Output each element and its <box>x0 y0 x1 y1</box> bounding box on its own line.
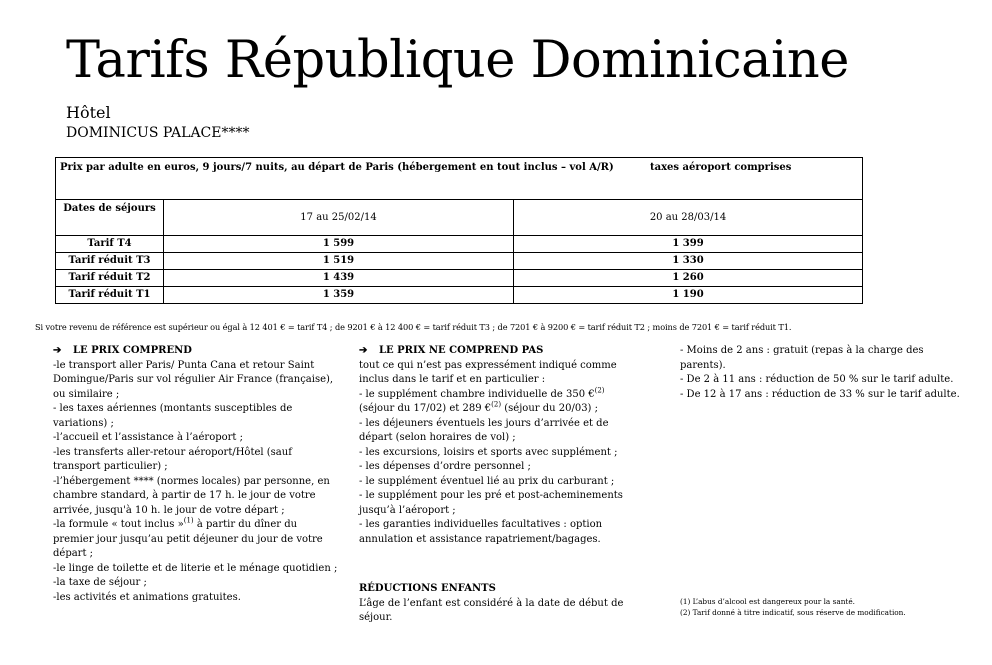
date-2: 20 au 28/03/14 <box>514 200 863 236</box>
list-item <box>53 518 338 533</box>
list-item: ou similaire ; <box>53 388 120 400</box>
list-item: tout ce qui n’est pas expressément indiqué comme <box>359 359 617 371</box>
list-item: -le transport aller Paris/ Punta Cana et retour Saint <box>53 359 315 371</box>
price-table <box>55 157 863 304</box>
footnote: (2) Tarif donné à titre indicatif, sous réserve de modification. <box>680 608 906 617</box>
list-item: premier jour jusqu’au petit déjeuner du jour de votre <box>53 533 323 545</box>
list-item: jusqu’à l’aéroport ; <box>359 504 456 516</box>
list-item: transport particulier) ; <box>53 461 168 472</box>
prix-ne-comprend-section <box>359 344 629 547</box>
footnote-ref: (2) <box>594 386 605 395</box>
list-item: L’âge de l’enfant est considéré à la date de début de <box>359 597 624 609</box>
list-item: départ ; <box>53 548 94 559</box>
list-item: - les excursions, loisirs et sports avec supplément ; <box>359 446 618 458</box>
formule-rest: à partir du dîner du <box>193 519 298 530</box>
price-cell: 1 330 <box>514 253 863 270</box>
table-header <box>56 158 863 200</box>
heading-text: LE PRIX COMPREND <box>73 345 192 356</box>
hotel-info <box>66 103 249 143</box>
table-header-left: Prix par adulte en euros, 9 jours/7 nuits, au départ de Paris (hébergement en tout inclus – vol A/R) <box>60 162 614 173</box>
list-item: départ (selon horaires de vol) ; <box>359 432 516 443</box>
footnote: (1) L’abus d’alcool est dangereux pour la santé. <box>680 597 855 606</box>
list-item: séjour. <box>359 612 393 623</box>
footnotes <box>680 596 906 618</box>
date-1: 17 au 25/02/14 <box>164 200 514 236</box>
row-label: Tarif T4 <box>56 236 164 253</box>
prix-ne-comprend-heading <box>359 344 629 359</box>
dates-label: Dates de séjours <box>56 200 164 236</box>
table-row <box>56 253 863 270</box>
list-item <box>359 402 629 417</box>
price-cell: 1 260 <box>514 270 863 287</box>
table-row <box>56 287 863 304</box>
price-cell: 1 599 <box>164 236 514 253</box>
prix-comprend-section <box>53 344 338 605</box>
price-cell: 1 439 <box>164 270 514 287</box>
footnote-ref: (2) <box>491 400 502 409</box>
list-item: -la taxe de séjour ; <box>53 577 147 588</box>
list-item: annulation et assistance rapatriement/bagages. <box>359 533 601 545</box>
list-item: -l’accueil et l’assistance à l’aéroport ; <box>53 432 243 443</box>
list-item: - les garanties individuelles facultatives : option <box>359 519 603 530</box>
list-item: Domingue/Paris sur vol régulier Air France (française), <box>53 374 334 385</box>
table-row <box>56 236 863 253</box>
row-label: Tarif réduit T1 <box>56 287 164 304</box>
list-item: - De 2 à 11 ans : réduction de 50 % sur le tarif adulte. <box>680 374 954 385</box>
list-item: arrivée, jusqu'à 10 h. le jour de votre départ ; <box>53 504 285 516</box>
price-cell: 1 519 <box>164 253 514 270</box>
reductions-heading: RÉDUCTIONS ENFANTS <box>359 583 496 594</box>
list-item: - les déjeuners éventuels les jours d’arrivée et de <box>359 417 609 429</box>
sejour-text: (séjour du 17/02) et 289 € <box>359 403 492 414</box>
list-item: inclus dans le tarif et en particulier : <box>359 374 546 385</box>
list-item: - le supplément éventuel lié au prix du carburant ; <box>359 475 615 487</box>
list-item: - le supplément pour les pré et post-acheminements <box>359 490 623 501</box>
table-header-row <box>56 158 863 200</box>
heading-text: LE PRIX NE COMPREND PAS <box>379 345 544 356</box>
sejour-text-2: (séjour du 20/03) ; <box>501 403 599 414</box>
enfants-section <box>680 344 965 402</box>
list-item: chambre standard, à partir de 17 h. le jour de votre <box>53 490 316 501</box>
row-label: Tarif réduit T3 <box>56 253 164 270</box>
list-item: -les transferts aller-retour aéroport/Hôtel (sauf <box>53 446 292 458</box>
dates-row <box>56 200 863 236</box>
revenu-note: Si votre revenu de référence est supérieur ou égal à 12 401 € = tarif T4 ; de 9201 € à 12 400 € = tarif réduit T3 ; de 7201 € à 9200 € = tarif réduit T2 ; moins de 7201 € = tarif réduit T1. <box>35 322 792 332</box>
formule-text: -la formule « tout inclus » <box>53 519 184 530</box>
table-header-right: taxes aéroport comprises <box>650 162 792 173</box>
row-label: Tarif réduit T2 <box>56 270 164 287</box>
list-item: - les dépenses d’ordre personnel ; <box>359 461 531 472</box>
list-item: -les activités et animations gratuites. <box>53 591 241 603</box>
list-item: - les taxes aériennes (montants susceptibles de <box>53 403 293 414</box>
supplement-text: - le supplément chambre individuelle de 350 € <box>359 388 595 400</box>
list-item: variations) ; <box>53 417 114 429</box>
list-item: - De 12 à 17 ans : réduction de 33 % sur le tarif adulte. <box>680 388 960 400</box>
arrow-right-icon: ➔ <box>53 345 62 356</box>
arrow-right-icon: ➔ <box>359 345 368 356</box>
list-item: -le linge de toilette et de literie et le ménage quotidien ; <box>53 562 338 574</box>
page-title: Tarifs République Dominicaine <box>66 31 849 90</box>
list-item: parents). <box>680 359 726 371</box>
price-cell: 1 190 <box>514 287 863 304</box>
list-item: - Moins de 2 ans : gratuit (repas à la charge des <box>680 345 924 356</box>
prix-comprend-heading <box>53 344 338 359</box>
hotel-label: Hôtel <box>66 103 111 122</box>
list-item: -l’hébergement **** (normes locales) par personne, en <box>53 475 330 487</box>
price-cell: 1 399 <box>514 236 863 253</box>
price-cell: 1 359 <box>164 287 514 304</box>
table-row <box>56 270 863 287</box>
reductions-section <box>359 582 639 626</box>
hotel-name: DOMINICUS PALACE**** <box>66 125 250 141</box>
footnote-ref: (1) <box>183 516 194 525</box>
